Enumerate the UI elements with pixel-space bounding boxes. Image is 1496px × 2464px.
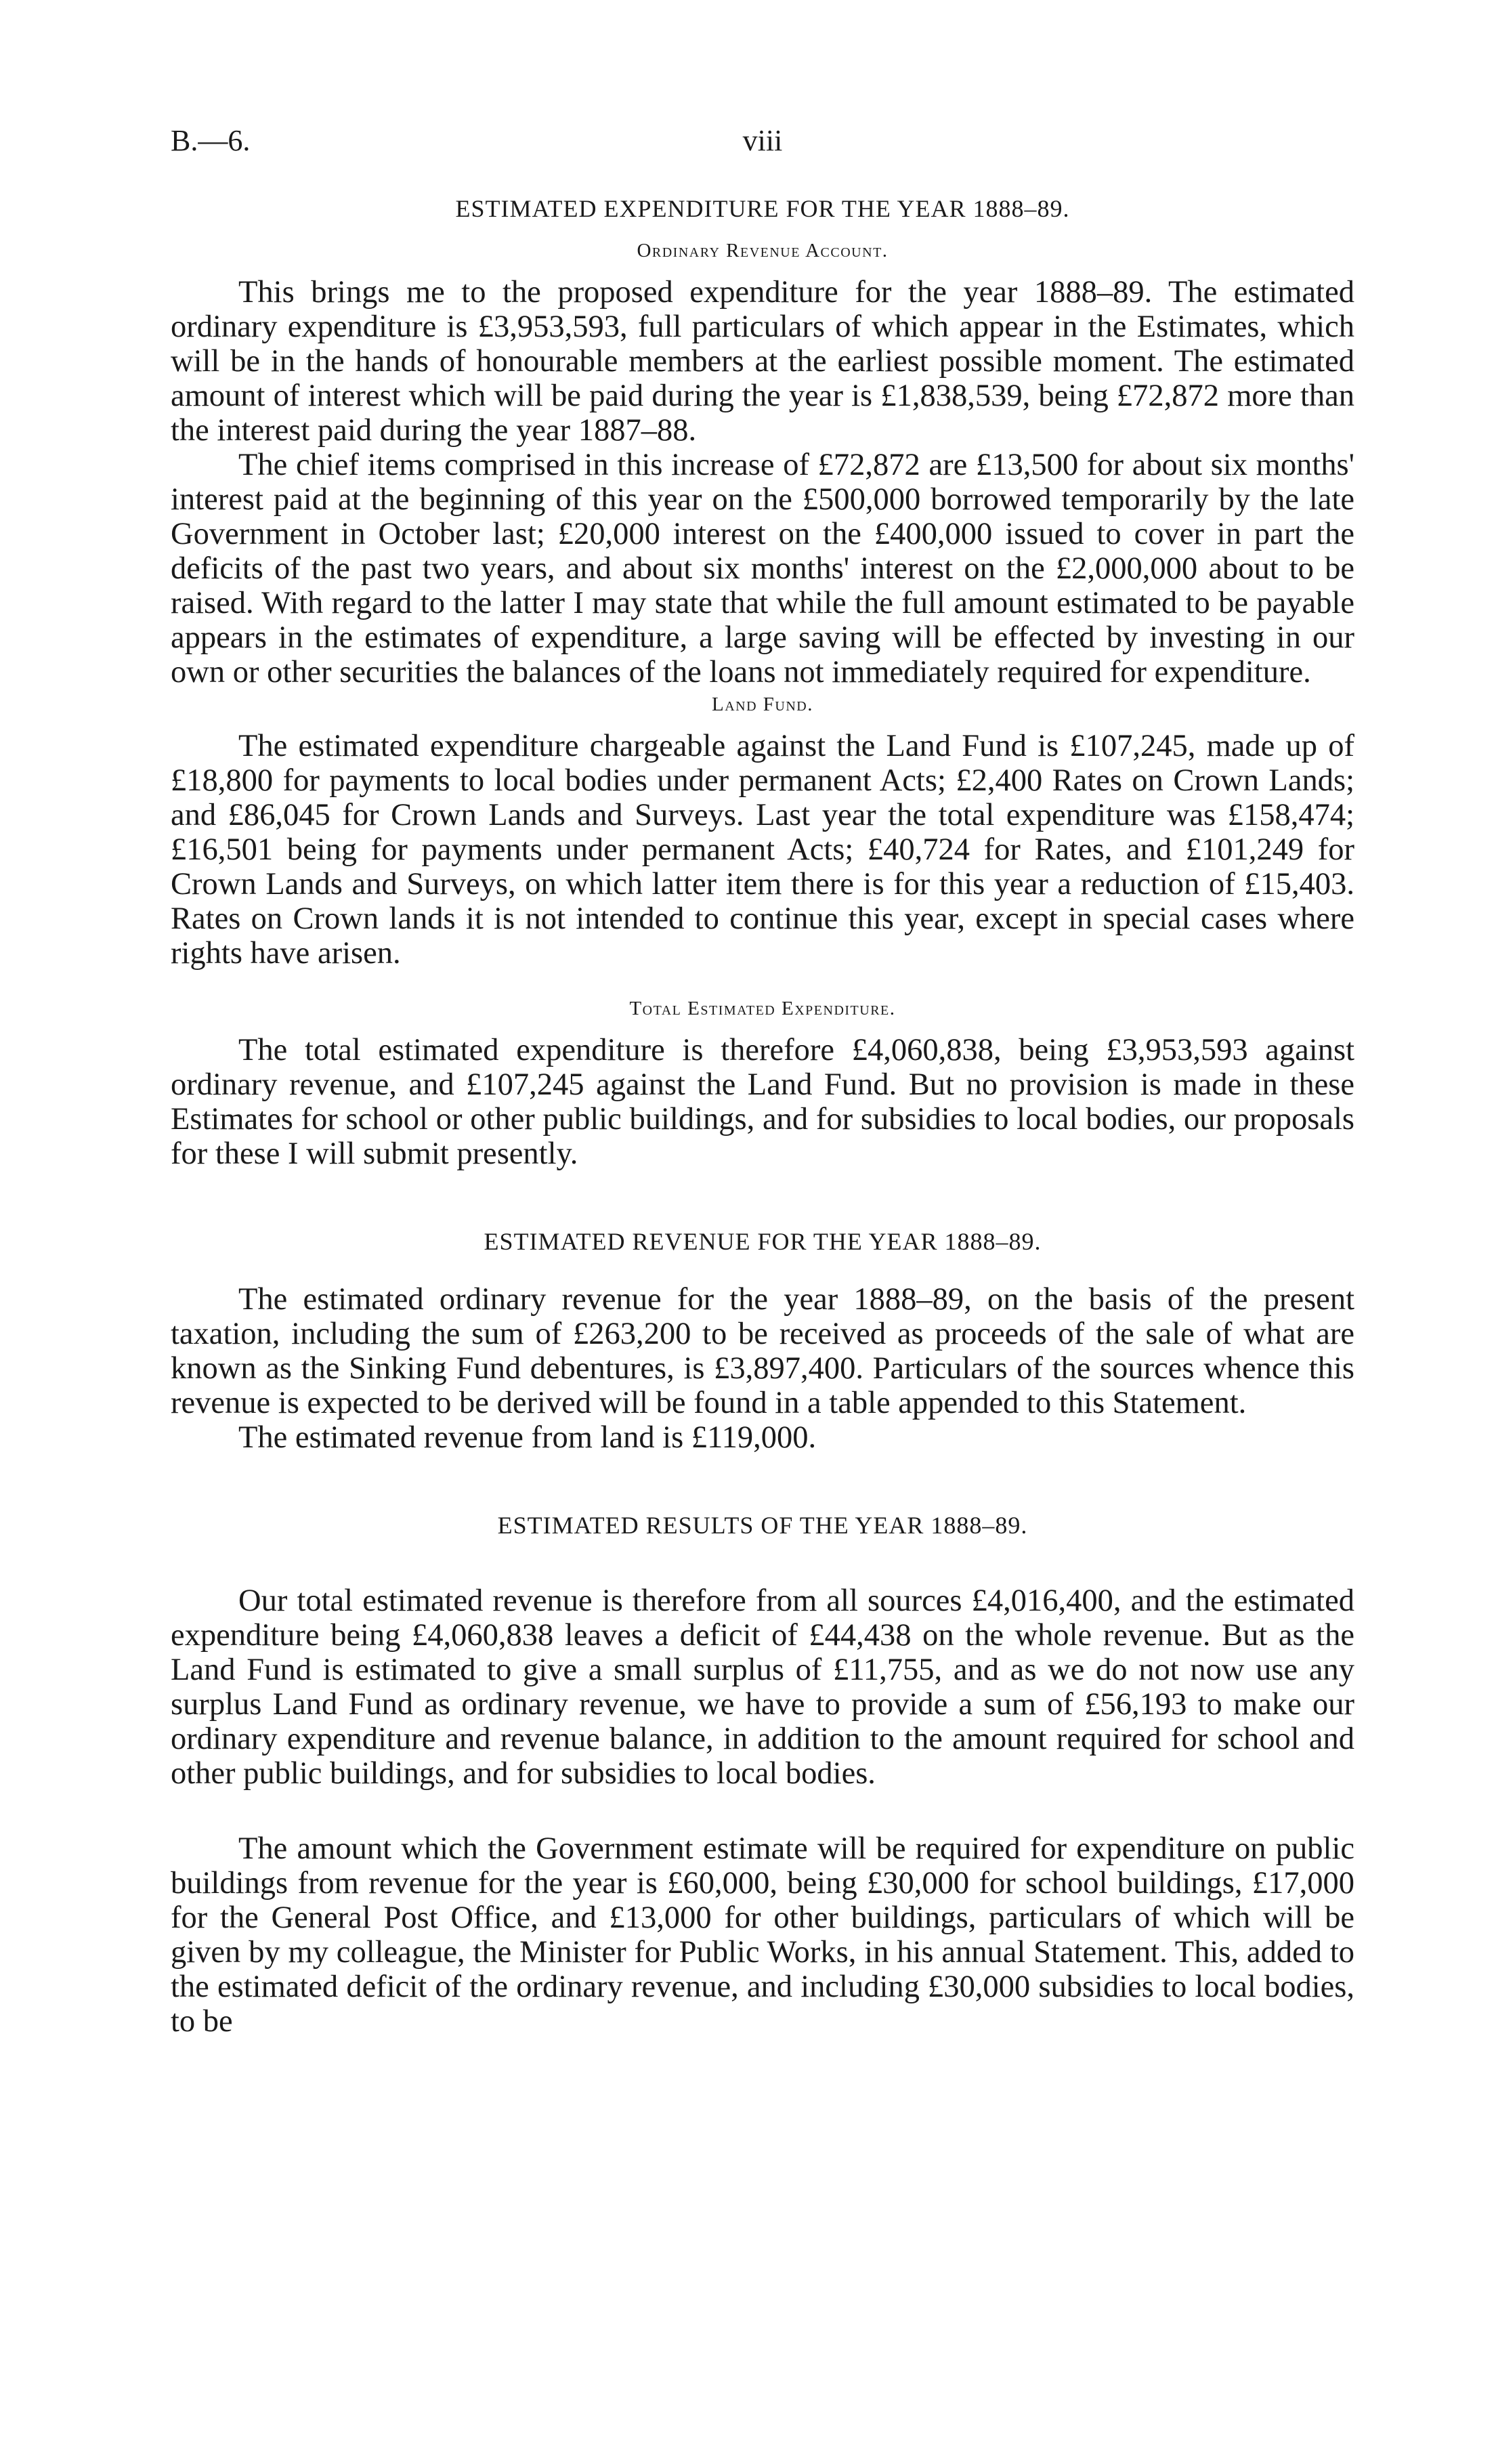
- ordinary-revenue-account-heading: Ordinary Revenue Account.: [637, 240, 889, 261]
- paragraph: This brings me to the proposed expenditure for the year 1888–89. The estimated ordinary expenditure is £3,953,593, full particulars of which appear in the Estimates, which will be in the hands of honourable members at the earliest possible moment. The estimated amount of interest which will be paid during the year is £1,838,539, being £72,872 more than the interest paid during the year 1887–88.: [171, 275, 1354, 448]
- paragraph: The estimated expenditure chargeable against the Land Fund is £107,245, made up of £18,800 for payments to local bodies under permanent Acts; £2,400 Rates on Crown Lands; and £86,045 for Crown Lands and Surveys. Last year the total expenditure was £158,474; £16,501 being for payments under permanent Acts; £40,724 for Rates, and £101,249 for Crown Lands and Surveys, on which latter item there is for this year a reduction of £15,403. Rates on Crown lands it is not intended to continue this year, except in special cases where rights have arisen.: [171, 729, 1354, 971]
- results-heading: ESTIMATED RESULTS OF THE YEAR 1888–89.: [497, 1512, 1028, 1539]
- page-reference: B.—6.: [171, 124, 251, 157]
- revenue-heading: ESTIMATED REVENUE FOR THE YEAR 1888–89.: [484, 1228, 1042, 1255]
- page-body: [171, 191, 1354, 2039]
- expenditure-heading: ESTIMATED EXPENDITURE FOR THE YEAR 1888–89.: [455, 195, 1070, 222]
- paragraph: The estimated ordinary revenue for the year 1888–89, on the basis of the present taxation, including the sum of £263,200 to be received as proceeds of the sale of what are known as the Sinking Fund debentures, is £3,897,400. Particulars of the sources whence this revenue is expected to be derived will be found in a table appended to this Statement.: [171, 1282, 1354, 1420]
- paragraph: The total estimated expenditure is therefore £4,060,838, being £3,953,593 against ordinary revenue, and £107,245 against the Land Fund. But no provision is made in these Estimates for school or other public buildings, and for subsidies to local bodies, our proposals for these I will submit presently.: [171, 1033, 1354, 1171]
- paragraph: The amount which the Government estimate will be required for expenditure on public buildings from revenue for the year is £60,000, being £30,000 for school buildings, £17,000 for the General Post Office, and £13,000 for other buildings, particulars of which will be given by my colleague, the Minister for Public Works, in his annual Statement. This, added to the estimated deficit of the ordinary revenue, and including £30,000 subsidies to local bodies, to be: [171, 1831, 1354, 2039]
- paragraph: Our total estimated revenue is therefore from all sources £4,016,400, and the estimated expenditure being £4,060,838 leaves a deficit of £44,438 on the whole revenue. But as the Land Fund is estimated to give a small surplus of £11,755, and as we do not now use any surplus Land Fund as ordinary revenue, we have to provide a sum of £56,193 to make our ordinary expenditure and revenue balance, in addition to the amount required for school and other public buildings, and for subsidies to local bodies.: [171, 1584, 1354, 1791]
- paragraph: The estimated revenue from land is £119,000.: [238, 1420, 817, 1455]
- paragraph: The chief items comprised in this increase of £72,872 are £13,500 for about six months' interest paid at the beginning of this year on the £500,000 borrowed temporarily by the late Government in October last; £20,000 interest on the £400,000 issued to cover in part the deficits of the past two years, and about six months' interest on the £2,000,000 about to be raised. With regard to the latter I may state that while the full amount estimated to be payable appears in the estimates of expenditure, a large saving will be effected by investing in our own or other securities the balances of the loans not immediately required for expenditure.: [171, 448, 1354, 689]
- total-expenditure-heading: Total Estimated Expenditure.: [629, 998, 896, 1019]
- land-fund-heading: Land Fund.: [711, 694, 813, 715]
- page-number: viii: [742, 124, 783, 157]
- page-header: [171, 123, 1354, 164]
